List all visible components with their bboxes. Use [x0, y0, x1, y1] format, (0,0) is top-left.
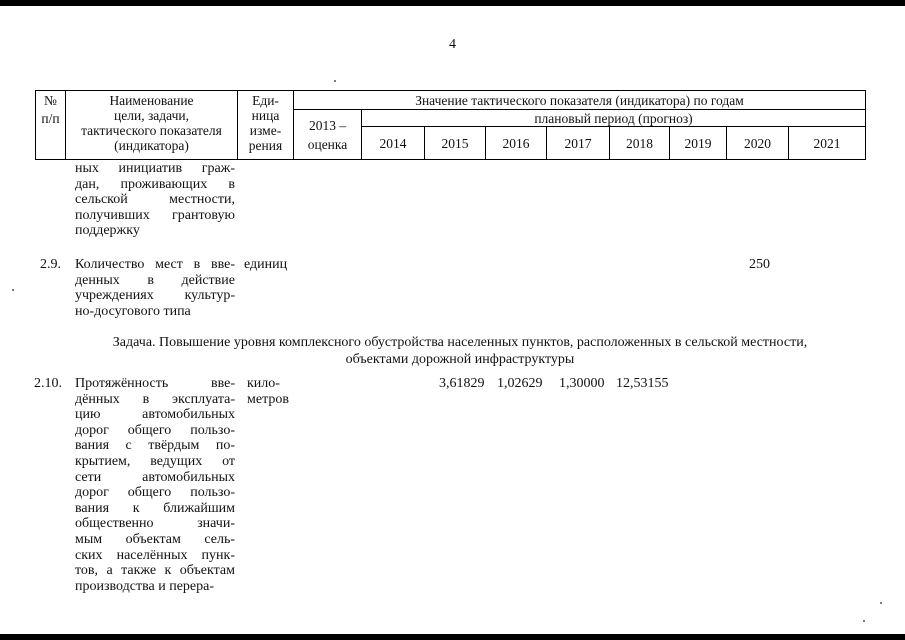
name-line: тов, а также к объектам	[75, 563, 235, 579]
header-name-line4: (индикатора)	[114, 138, 189, 153]
header-year: 2014	[362, 127, 425, 160]
row-2-9-unit: единиц	[244, 257, 288, 272]
header-estimate-line2: оценка	[307, 136, 348, 152]
header-num-line2: п/п	[41, 111, 60, 126]
name-line: крытием, ведущих от	[75, 453, 235, 469]
row-2-10-value: 1,02629	[497, 376, 543, 391]
header-unit-line3: изме-	[249, 123, 282, 138]
name-line: ных инициатив граж-	[75, 161, 235, 176]
name-line: вания к ближайшим	[75, 500, 235, 516]
task-heading	[40, 334, 880, 368]
task-line1: Задача. Повышение уровня комплексного обустройства населенных пунктов, расположенных в сельской местности,	[112, 335, 808, 350]
header-year: 2015	[425, 127, 486, 160]
header-unit-line1: Еди-	[252, 93, 279, 108]
row-2-9-name	[75, 257, 235, 319]
name-line: Протяжённость вве-	[75, 376, 235, 391]
name-line: получивших грантовую	[75, 207, 235, 223]
scan-speck	[12, 289, 14, 291]
row-2-9-value: 250	[749, 257, 770, 272]
header-planned-title: плановый период (прогноз)	[362, 110, 866, 127]
header-estimate	[294, 110, 362, 160]
name-line: дорог общего пользо-	[75, 422, 235, 438]
unit-line: метров	[247, 391, 289, 407]
header-name-line2: цели, задачи,	[114, 108, 189, 123]
header-values-title: Значение тактического показателя (индикатора) по годам	[294, 91, 866, 110]
header-year: 2016	[486, 127, 547, 160]
name-line: дан, проживающих в	[75, 176, 235, 192]
header-name-line1: Наименование	[109, 93, 194, 108]
header-unit-line4: рения	[248, 138, 283, 153]
header-year: 2018	[610, 127, 670, 160]
task-line2: объектами дорожной инфраструктуры	[345, 352, 575, 367]
header-num-line1: №	[44, 93, 57, 108]
header-year: 2021	[789, 127, 866, 160]
name-line: но-досугового типа	[75, 303, 191, 319]
name-line: мым объектам сель-	[75, 531, 235, 547]
header-name-line3: тактического показателя	[81, 123, 222, 138]
name-line: общественно значи-	[75, 516, 235, 532]
scan-speck	[880, 602, 882, 604]
name-line: производства и перера-	[75, 578, 215, 594]
bottom-border	[0, 634, 905, 640]
scan-speck	[334, 80, 336, 82]
row-2-10-unit	[247, 376, 289, 407]
header-year: 2017	[547, 127, 610, 160]
header-year: 2019	[670, 127, 727, 160]
header-num	[36, 91, 66, 160]
name-line: дённых в эксплуата-	[75, 391, 235, 407]
row-continuation-name	[75, 161, 235, 239]
name-line: Количество мест в вве-	[75, 257, 235, 272]
top-border	[0, 0, 905, 6]
unit-line: кило-	[247, 376, 280, 391]
header-unit	[238, 91, 294, 160]
header-name	[66, 91, 238, 160]
row-2-10-value: 12,53155	[616, 376, 669, 391]
header-year: 2020	[727, 127, 789, 160]
row-2-10-value: 3,61829	[439, 376, 485, 391]
name-line: учреждениях культур-	[75, 288, 235, 304]
row-2-9-number: 2.9.	[40, 257, 61, 272]
name-line: ских населённых пунк-	[75, 547, 235, 563]
name-line: вания с твёрдым по-	[75, 438, 235, 454]
name-line: денных в действие	[75, 272, 235, 288]
header-estimate-line1: 2013 –	[308, 117, 347, 133]
name-line: цию автомобильных	[75, 407, 235, 423]
header-unit-line2: ница	[251, 108, 280, 123]
row-2-10-name	[75, 376, 235, 594]
indicator-table-header	[35, 90, 866, 160]
name-line: поддержку	[75, 223, 140, 239]
name-line: сельской местности,	[75, 192, 235, 208]
page-number: 4	[449, 37, 456, 52]
name-line: дорог общего пользо-	[75, 485, 235, 501]
scan-speck	[863, 620, 865, 622]
row-2-10-number: 2.10.	[34, 376, 62, 391]
row-2-10-value: 1,30000	[559, 376, 605, 391]
name-line: сети автомобильных	[75, 469, 235, 485]
